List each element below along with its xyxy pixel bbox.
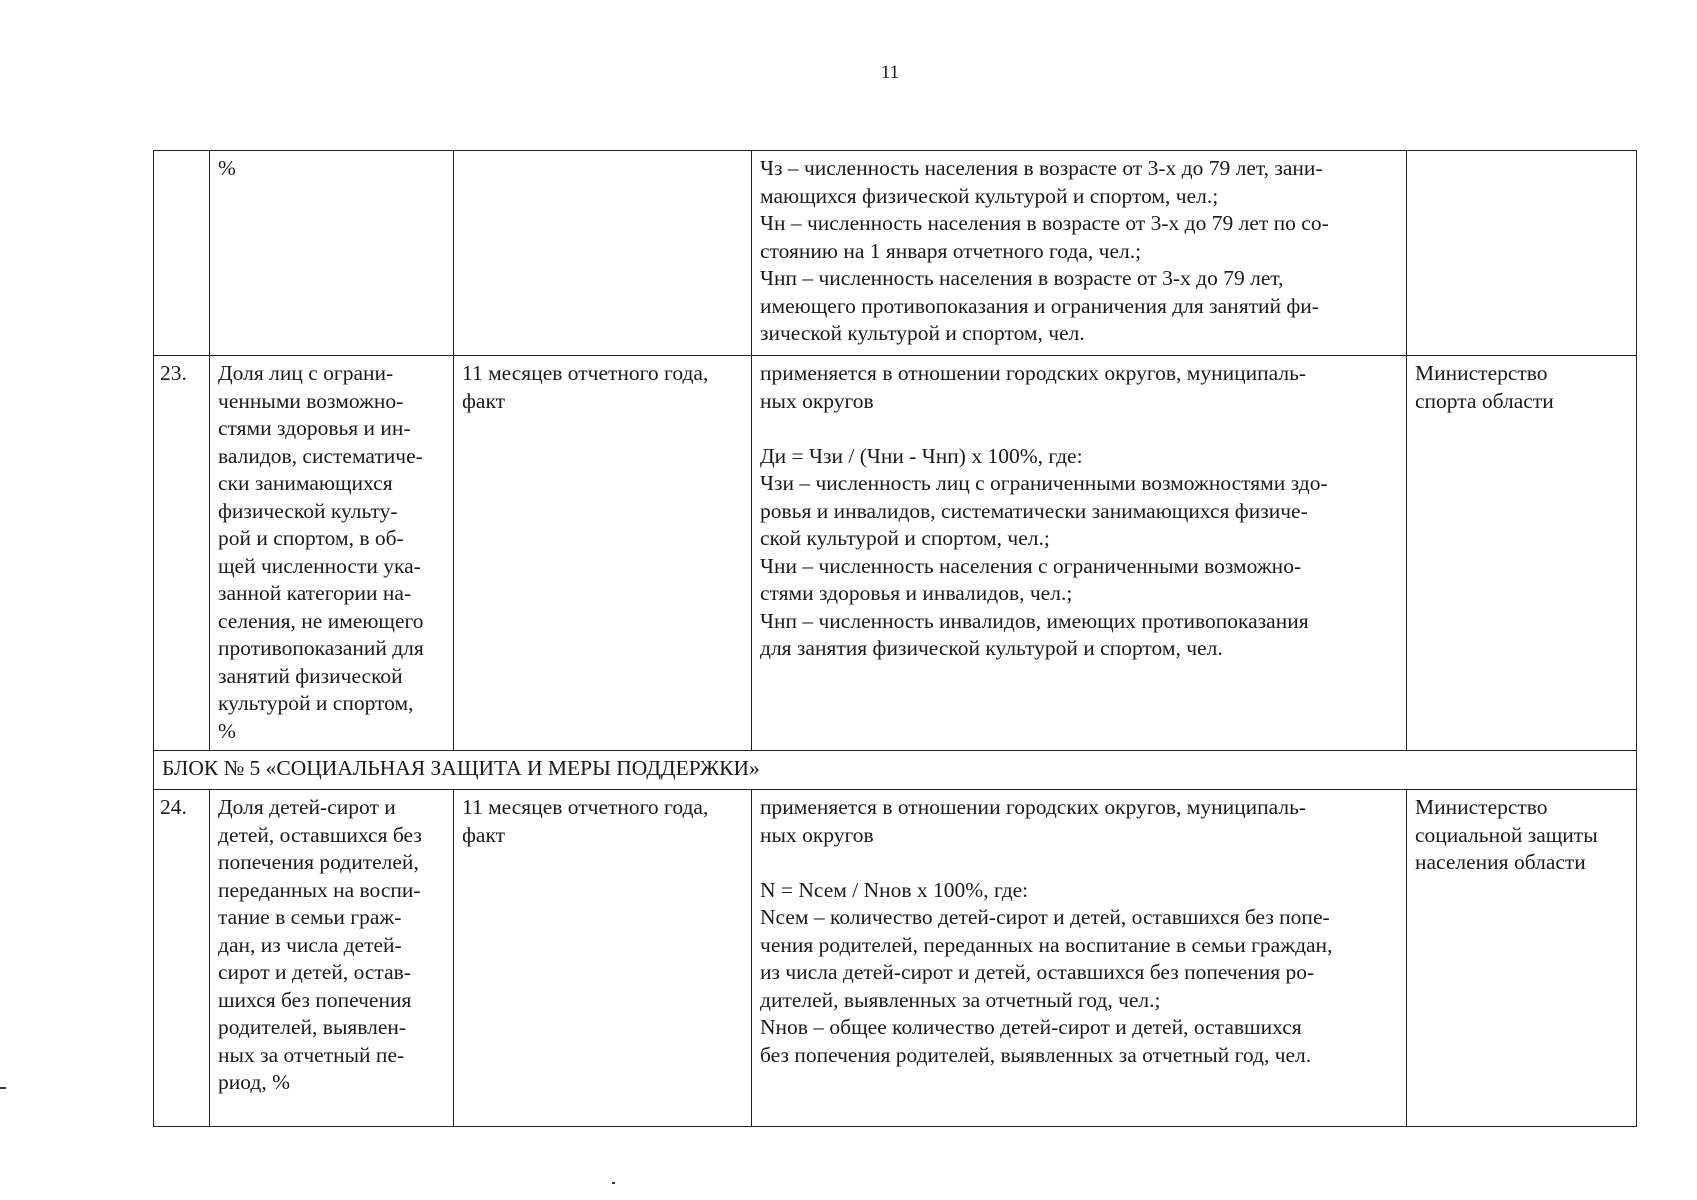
indicator-name: Доля лиц с ограни- ченными возможно- стями здоровья и ин- валидов, систематиче- ски занимающихся физической культу- рой и спортом, в об- щей численности ука- занной категории на- селения, не имеющего противопоказаний для занятий физической культурой и спортом, % xyxy=(210,356,454,751)
row-number: 24. xyxy=(154,790,210,1127)
reporting-period: 11 месяцев отчетного года, факт xyxy=(454,790,752,1127)
responsible-body: Министерство социальной защиты населения области xyxy=(1407,790,1637,1127)
indicator-name: % xyxy=(210,151,454,356)
scan-artifact-left xyxy=(0,1087,6,1089)
indicators-table xyxy=(153,150,1637,1127)
reporting-period: 11 месяцев отчетного года, факт xyxy=(454,356,752,751)
table-row xyxy=(154,356,1637,751)
calculation-method: применяется в отношении городских округов, муниципаль- ных округов N = Nсем / Nнов х 100%, где: Nсем – количество детей-сирот и детей, оставшихся без попе- чения родителей, переданных на воспитание в семьи граждан, из числа детей-сирот и детей, оставшихся без попечения ро- дителей, выявленных за отчетный год, чел.; Nнов – общее количество детей-сирот и детей, оставшихся без попечения родителей, выявленных за отчетный год, чел. xyxy=(752,790,1407,1127)
responsible-body: Министерство спорта области xyxy=(1407,356,1637,751)
table-row xyxy=(154,151,1637,356)
scan-artifact-bottom xyxy=(612,1182,615,1184)
indicator-name: Доля детей-сирот и детей, оставшихся без попечения родителей, переданных на воспи- тание в семьи граж- дан, из числа детей- сирот и детей, остав- шихся без попечения родителей, выявлен- ных за отчетный пе- риод, % xyxy=(210,790,454,1127)
row-number: 23. xyxy=(154,356,210,751)
calculation-method: применяется в отношении городских округов, муниципаль- ных округов Ди = Чзи / (Чни - Чнп) х 100%, где: Чзи – численность лиц с ограниченными возможностями здо- ровья и инвалидов, систематически занимающихся физиче- ской культурой и спортом, чел.; Чни – численность населения с ограниченными возможно- стями здоровья и инвалидов, чел.; Чнп – численность инвалидов, имеющих противопоказания для занятия физической культурой и спортом, чел. xyxy=(752,356,1407,751)
reporting-period xyxy=(454,151,752,356)
responsible-body xyxy=(1407,151,1637,356)
calculation-method: Чз – численность населения в возрасте от 3-х до 79 лет, зани- мающихся физической культурой и спортом, чел.; Чн – численность населения в возрасте от 3-х до 79 лет по со- стоянию на 1 января отчетного года, чел.; Чнп – численность населения в возрасте от 3-х до 79 лет, имеющего противопоказания и ограничения для занятий фи- зической культурой и спортом, чел. xyxy=(752,151,1407,356)
row-number xyxy=(154,151,210,356)
block-header: БЛОК № 5 «СОЦИАЛЬНАЯ ЗАЩИТА И МЕРЫ ПОДДЕРЖКИ» xyxy=(154,751,1637,790)
page-number: 11 xyxy=(880,62,900,83)
table-row xyxy=(154,790,1637,1127)
block-header-row xyxy=(154,751,1637,790)
